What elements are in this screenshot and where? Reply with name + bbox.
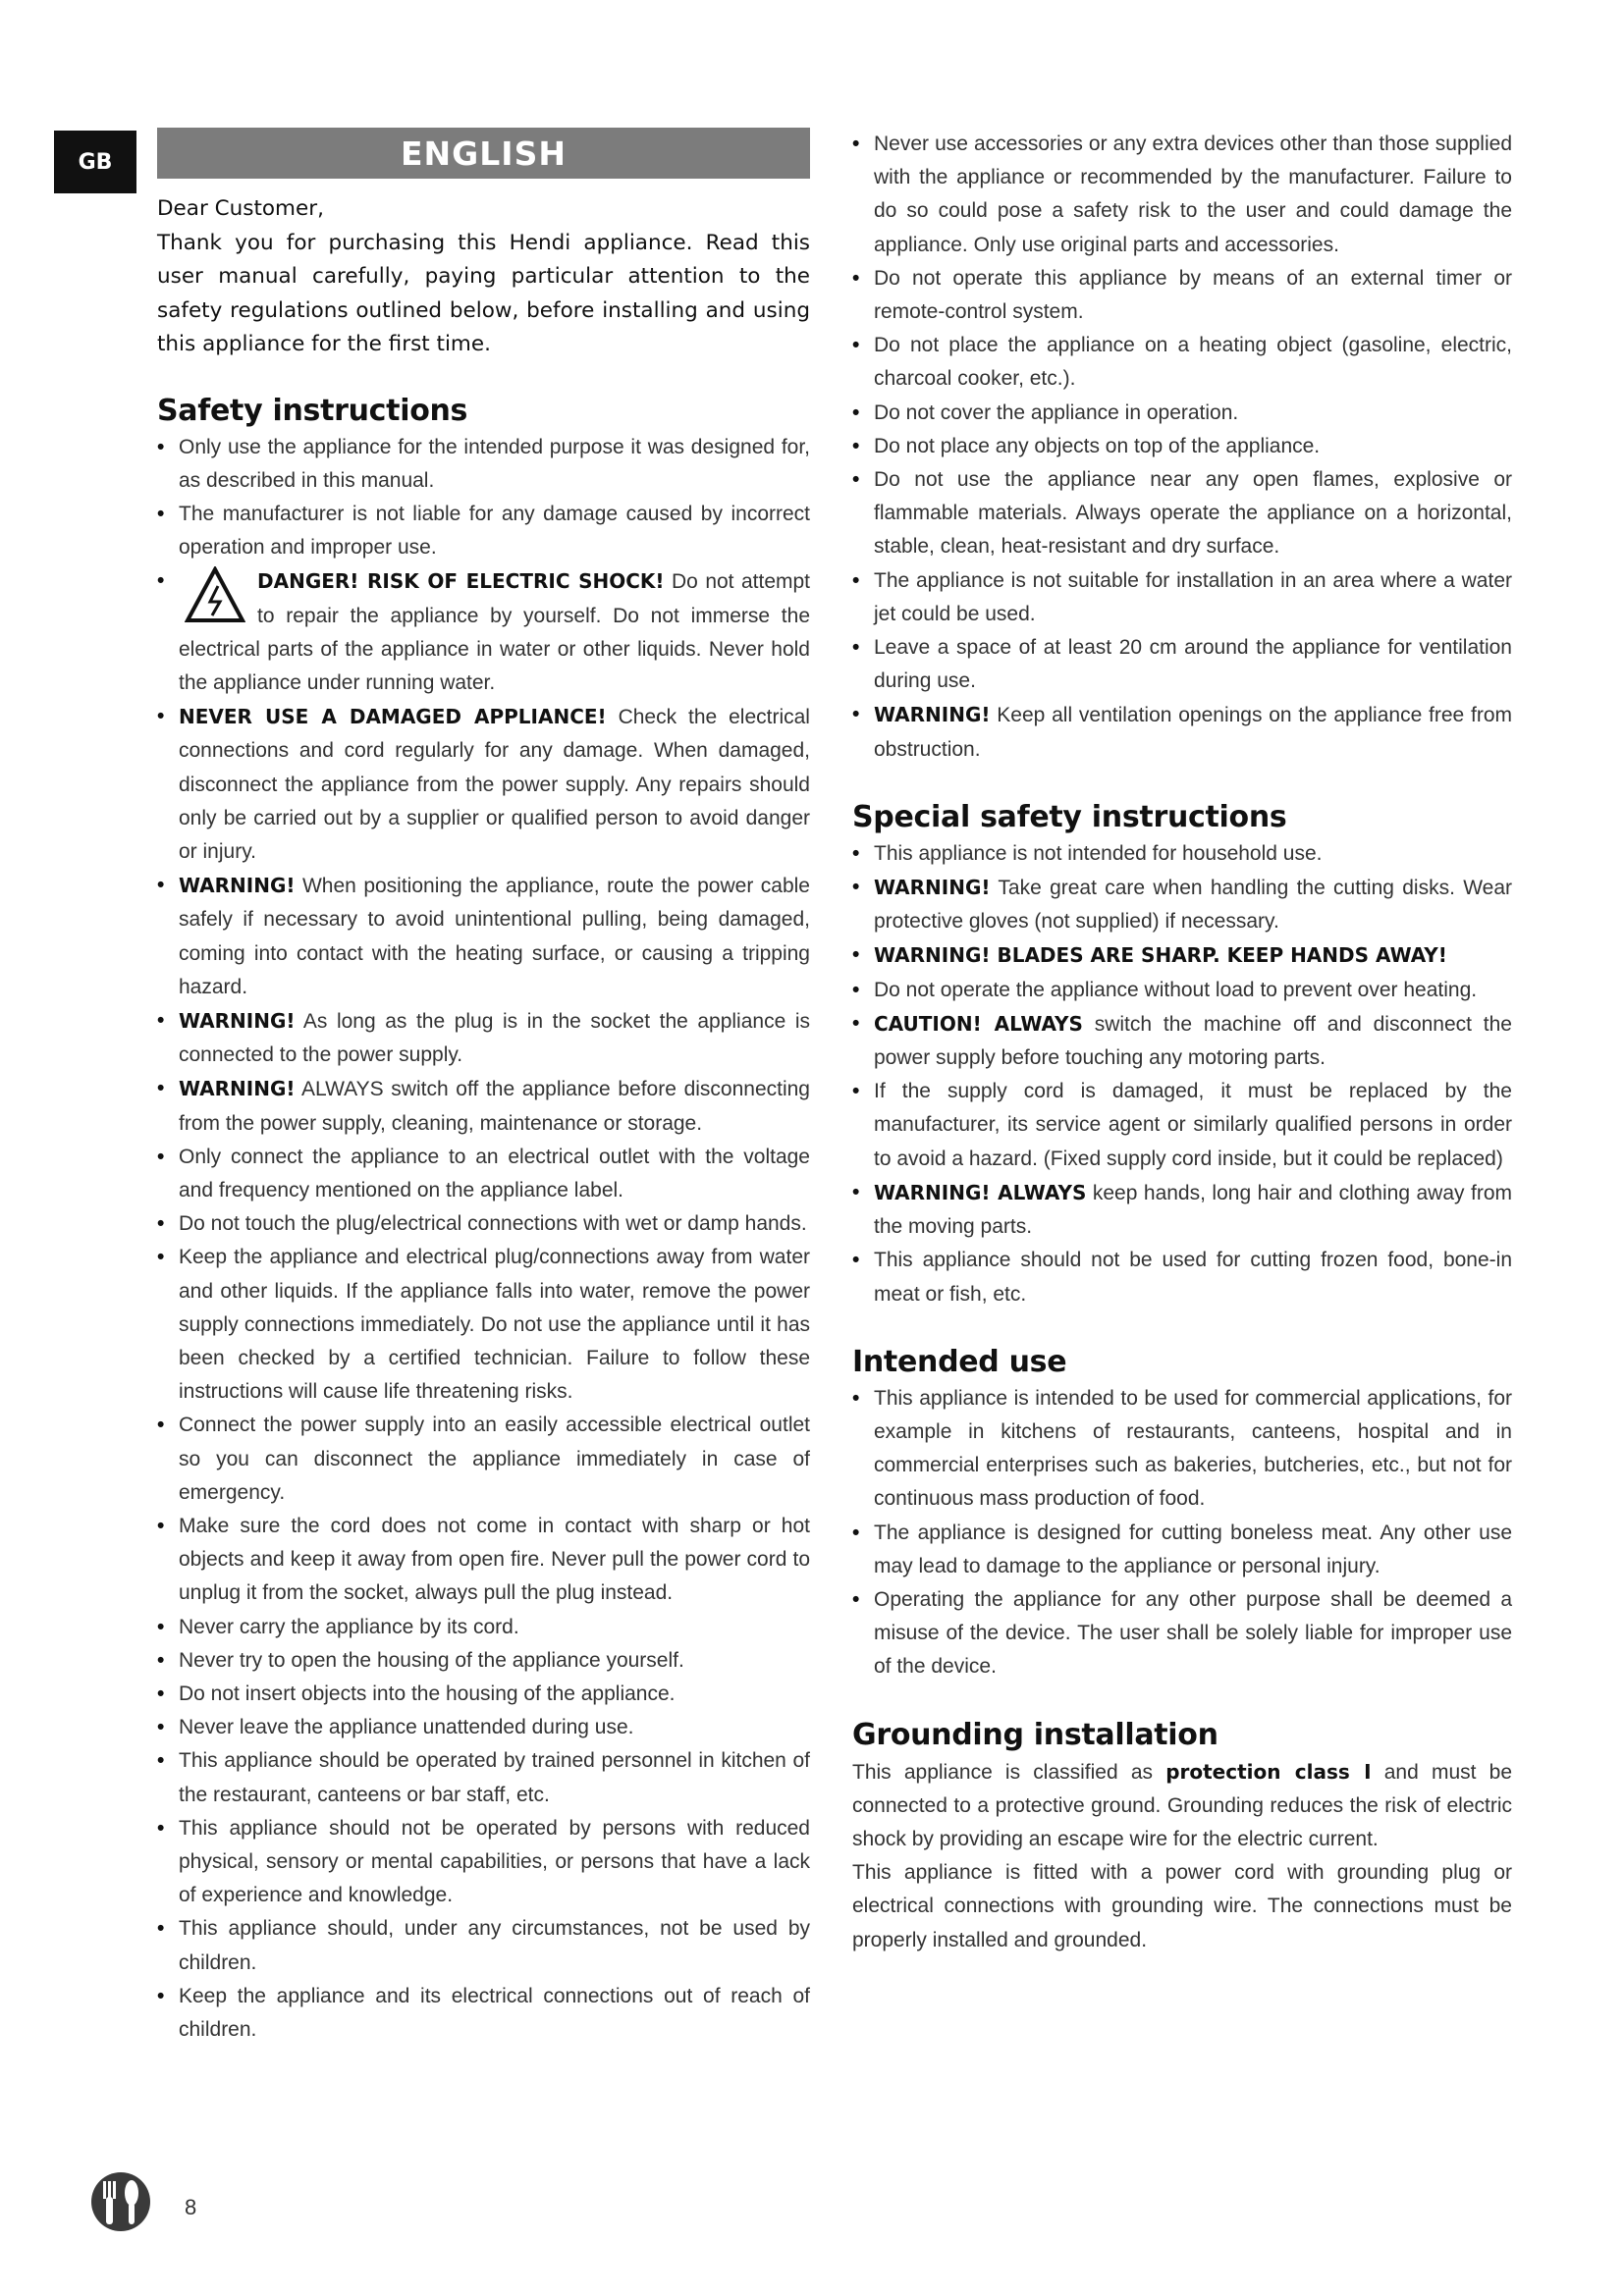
item-text: Do not operate the appliance without load to prevent over heating.	[874, 978, 1478, 1001]
list-item	[157, 1812, 810, 1913]
list-item	[852, 1007, 1512, 1075]
list-item	[157, 1980, 810, 2047]
list-item	[852, 430, 1512, 463]
grounding-text: and must be connected to a protective ground. Grounding reduces the risk of electric shock by providing an escape wire for the electric current.	[852, 1760, 1512, 1850]
intended-title: Intended use	[852, 1344, 1067, 1379]
item-text: Do not operate this appliance by means of an external timer or remote-control system.	[874, 266, 1512, 324]
list-item	[157, 700, 810, 869]
list-item	[157, 1912, 810, 1979]
list-item	[852, 564, 1512, 631]
list-item	[852, 463, 1512, 564]
grounding-title: Grounding installation	[852, 1717, 1218, 1752]
item-text: Connect the power supply into an easily accessible electrical outlet so you can disconnect the appliance immediately in case of emergency.	[179, 1414, 810, 1504]
list-item	[852, 974, 1512, 1007]
safety-continued-list	[852, 128, 1512, 767]
list-item	[852, 938, 1512, 973]
keyword: WARNING!	[874, 703, 991, 727]
keyword: WARNING!	[179, 1008, 296, 1033]
electric-shock-warning-icon	[185, 566, 245, 623]
list-item	[852, 1176, 1512, 1244]
list-item	[852, 1244, 1512, 1310]
list-item	[157, 1141, 810, 1207]
list-item	[157, 431, 810, 498]
list-item	[852, 1075, 1512, 1176]
item-text: Do not attempt to repair the appliance by yourself. Do not immerse the electrical parts of the appliance in water or other liquids. Never hold the appliance under running water.	[179, 570, 811, 694]
item-text: Keep all ventilation openings on the appliance free from obstruction.	[874, 704, 1512, 761]
item-text: Make sure the cord does not come in contact with sharp or hot objects and keep it away from open fire. Never pull the power cord to unplug it from the socket, always pull the plug instead.	[179, 1515, 810, 1605]
item-text: This appliance should not be used for cutting frozen food, bone-in meat or fish, etc.	[874, 1249, 1512, 1306]
item-text: If the supply cord is damaged, it must be replaced by the manufacturer, its service agent or similarly qualified persons in order to avoid a hazard. (Fixed supply cord inside, but it could be replaced)	[874, 1080, 1512, 1170]
list-item	[852, 871, 1512, 938]
item-text: This appliance should, under any circumstances, not be used by children.	[179, 1917, 810, 1974]
grounding-paragraph-2: This appliance is fitted with a power cord with grounding plug or electrical connections with grounding wire. The connections must be properly installed and grounded.	[852, 1861, 1512, 1951]
list-item	[157, 564, 810, 700]
list-item	[852, 1583, 1512, 1684]
item-text: switch the machine off and disconnect the power supply before touching any motoring parts.	[874, 1012, 1512, 1070]
keyword: WARNING!	[179, 1077, 296, 1101]
list-item	[157, 1744, 810, 1811]
list-item	[852, 262, 1512, 329]
list-item	[157, 1409, 810, 1510]
keyword: WARNING!	[874, 876, 991, 900]
item-text: This appliance should not be operated by persons with reduced physical, sensory or mental capabilities, or persons that have a lack of experience and knowledge.	[179, 1816, 810, 1907]
special-title: Special safety instructions	[852, 799, 1287, 834]
intro-text: Thank you for purchasing this Hendi appliance. Read this user manual carefully, paying particular attention to the safety regulations outlined below, before installing and using this appliance for the first time.	[157, 230, 810, 356]
grounding-text: This appliance is classified as	[852, 1760, 1166, 1784]
item-text: Never use accessories or any extra devices other than those supplied with the appliance or recommended by the manufacturer. Failure to do so could pose a safety risk to the user and could damage the appliance. Only use original parts and accessories.	[874, 133, 1512, 256]
keyword: NEVER USE A DAMAGED APPLIANCE!	[179, 705, 607, 729]
item-text: When positioning the appliance, route the power cable safely if necessary to avoid unintentional pulling, being damaged, coming into contact with the heating surface, or causing a tripping hazard.	[179, 875, 810, 998]
list-item	[852, 698, 1512, 766]
item-text: As long as the plug is in the socket the appliance is connected to the power supply.	[179, 1009, 810, 1067]
list-item	[157, 1207, 810, 1241]
keyword: WARNING! BLADES ARE SHARP. KEEP HANDS AWAY!	[874, 943, 1447, 968]
item-text: This appliance is not intended for household use.	[874, 841, 1323, 865]
list-item	[852, 837, 1512, 871]
list-item	[852, 128, 1512, 262]
language-tab: GB	[54, 131, 136, 193]
list-item	[157, 1072, 810, 1140]
intro	[157, 192, 810, 362]
item-text: Never leave the appliance unattended during use.	[179, 1716, 634, 1739]
item-text: Do not cover the appliance in operation.	[874, 400, 1239, 424]
item-text: Never try to open the housing of the appliance yourself.	[179, 1648, 684, 1672]
item-text: Do not use the appliance near any open flames, explosive or flammable materials. Always operate the appliance on a horizontal, stable, clean, heat-resistant and dry surface.	[874, 468, 1512, 559]
list-item	[852, 329, 1512, 396]
safety-title: Safety instructions	[157, 393, 468, 428]
keyword: WARNING! ALWAYS	[874, 1180, 1087, 1204]
keyword: WARNING!	[179, 874, 296, 898]
special-list	[852, 837, 1512, 1311]
list-item	[852, 1382, 1512, 1517]
language-header: ENGLISH	[157, 128, 810, 179]
list-item	[157, 498, 810, 564]
item-text: Take great care when handling the cutting disks. Wear protective gloves (not supplied) if necessary.	[874, 877, 1512, 934]
left-column	[157, 128, 810, 2047]
list-item	[157, 1611, 810, 1644]
keyword: CAUTION! ALWAYS	[874, 1011, 1083, 1036]
item-text: ALWAYS switch off the appliance before disconnecting from the power supply, cleaning, maintenance or storage.	[179, 1078, 810, 1135]
item-text: Keep the appliance and electrical plug/connections away from water and other liquids. If the appliance falls into water, remove the power supply connections immediately. Do not use the appliance until it has been checked by a certified technician. Failure to follow these instructions will cause life threatening risks.	[179, 1246, 810, 1404]
item-text: Do not place any objects on top of the appliance.	[874, 434, 1321, 457]
item-text: keep hands, long hair and clothing away from the moving parts.	[874, 1181, 1512, 1239]
item-text: The appliance is not suitable for installation in an area where a water jet could be used.	[874, 568, 1512, 625]
list-item	[157, 1678, 810, 1711]
keyword: DANGER! RISK OF ELECTRIC SHOCK!	[257, 569, 665, 594]
item-text: This appliance should be operated by trained personnel in kitchen of the restaurant, canteens or bar staff, etc.	[179, 1749, 810, 1806]
item-text: Do not insert objects into the housing of the appliance.	[179, 1682, 676, 1706]
item-text: Keep the appliance and its electrical connections out of reach of children.	[179, 1984, 810, 2042]
list-item	[157, 1004, 810, 1072]
grounding-paragraph-1	[852, 1755, 1512, 1857]
safety-list	[157, 431, 810, 2048]
list-item	[157, 1711, 810, 1744]
cutlery-icon	[90, 2169, 151, 2234]
item-text: Check the electrical connections and cord regularly for any damage. When damaged, disconnect the appliance from the power supply. Any repairs should only be carried out by a supplier or qualified person to avoid danger or injury.	[179, 706, 810, 863]
item-text: Only use the appliance for the intended purpose it was designed for, as described in this manual.	[179, 435, 810, 492]
protection-class-label: protection class I	[1165, 1759, 1372, 1784]
intro-greeting: Dear Customer,	[157, 196, 324, 221]
item-text: Do not place the appliance on a heating object (gasoline, electric, charcoal cooker, etc.).	[874, 334, 1512, 391]
item-text: Operating the appliance for any other purpose shall be deemed a misuse of the device. The user shall be solely liable for improper use of the device.	[874, 1587, 1512, 1679]
list-item	[157, 1644, 810, 1678]
list-item	[157, 1241, 810, 1409]
item-text: The appliance is designed for cutting boneless meat. Any other use may lead to damage to the appliance or personal injury.	[874, 1521, 1512, 1577]
list-item	[852, 397, 1512, 430]
list-item	[852, 1517, 1512, 1583]
item-text: Only connect the appliance to an electrical outlet with the voltage and frequency mentioned on the appliance label.	[179, 1145, 810, 1201]
right-column	[852, 128, 1512, 1957]
item-text: Do not touch the plug/electrical connections with wet or damp hands.	[179, 1212, 807, 1236]
item-text: This appliance is intended to be used for commercial applications, for example in kitchens of restaurants, canteens, hospital and in commercial enterprises such as bakeries, butcheries, etc., but not for continuous mass production of food.	[874, 1386, 1512, 1511]
list-item	[157, 1510, 810, 1611]
list-item	[852, 631, 1512, 698]
item-text: Never carry the appliance by its cord.	[179, 1615, 519, 1638]
list-item	[157, 869, 810, 1004]
item-text: The manufacturer is not liable for any damage caused by incorrect operation and improper use.	[179, 502, 810, 560]
page-number: 8	[185, 2195, 197, 2219]
item-text: Leave a space of at least 20 cm around the appliance for ventilation during use.	[874, 636, 1512, 693]
intended-list	[852, 1382, 1512, 1684]
